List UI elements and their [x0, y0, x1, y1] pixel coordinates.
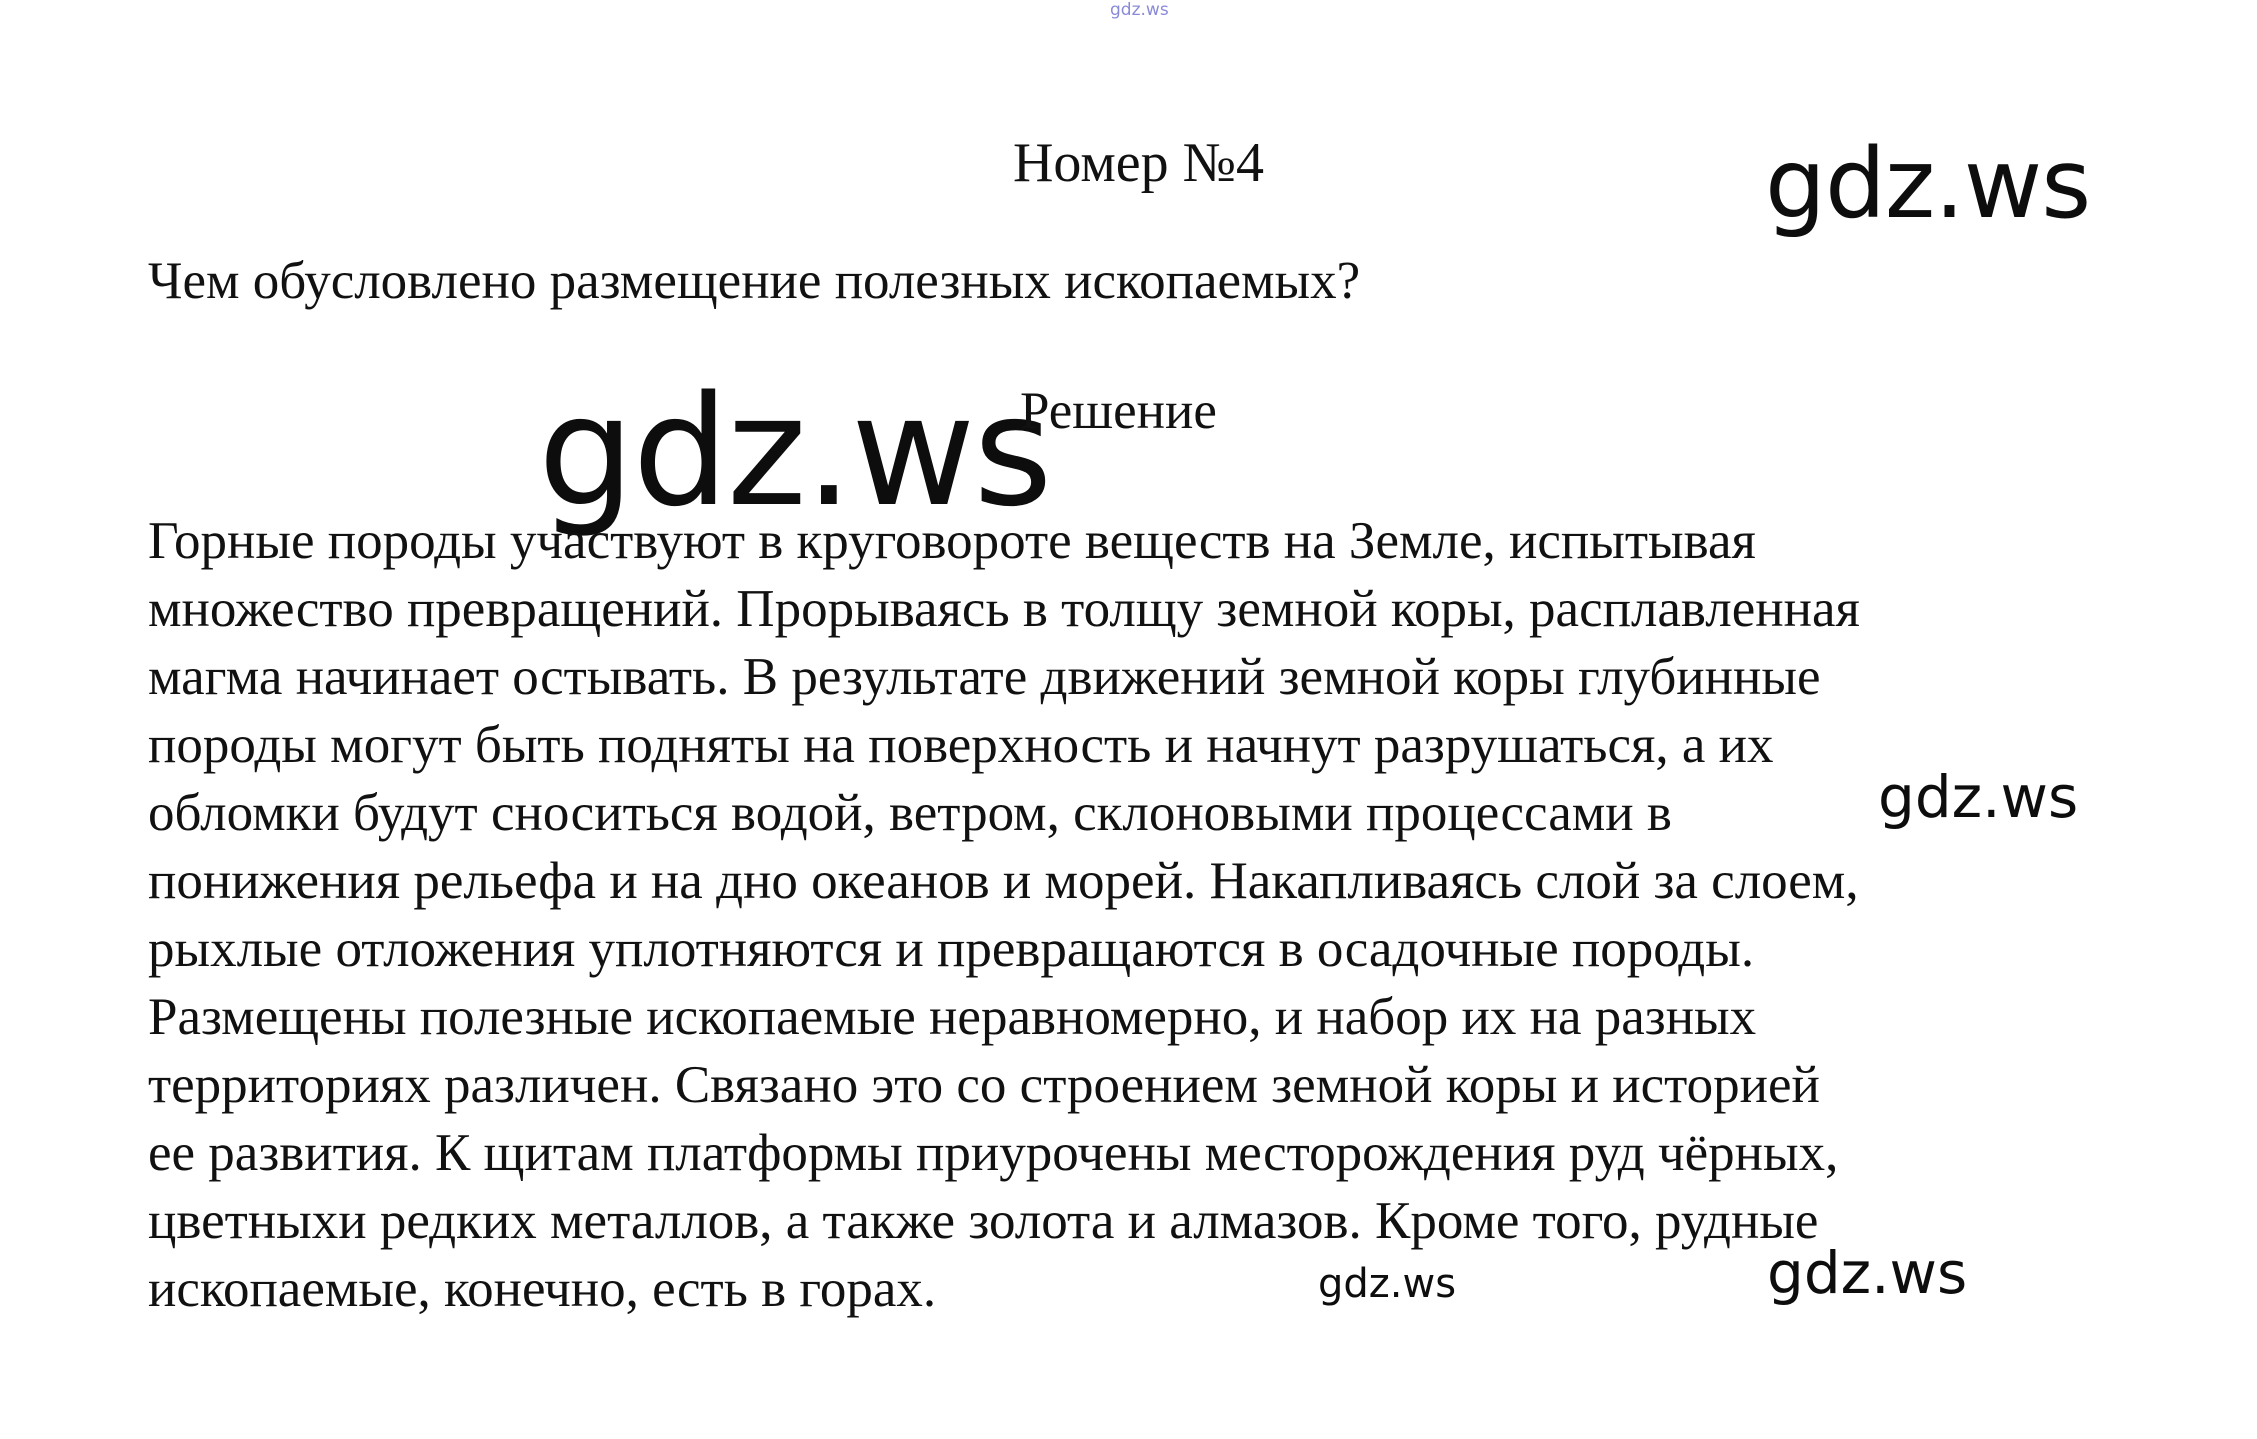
answer-text: [148, 507, 2148, 1323]
answer-line: обломки будут сноситься водой, ветром, склоновыми процессами в: [148, 784, 1672, 842]
watermark-middle: gdz.ws: [1878, 763, 2079, 831]
answer-line: породы могут быть подняты на поверхность и начнут разрушаться, а их: [148, 716, 1774, 774]
answer-line: рыхлые отложения уплотняются и превращаются в осадочные породы.: [148, 920, 1755, 978]
answer-line: множество превращений. Прорываясь в толщу земной коры, расплавленная: [148, 580, 1860, 638]
answer-line: ее развития. К щитам платформы приурочены месторождения руд чёрных,: [148, 1124, 1839, 1182]
answer-line: Размещены полезные ископаемые неравномерно, и набор их на разных: [148, 988, 1757, 1046]
question-text: Чем обусловлено размещение полезных ископаемых?: [148, 252, 1361, 310]
watermark-bottom-small: gdz.ws: [1318, 1261, 1457, 1307]
watermark-header: gdz.ws: [1765, 128, 2091, 240]
answer-line: Горные породы участвуют в круговороте веществ на Земле, испытывая: [148, 512, 1756, 570]
watermark-large: gdz.ws: [538, 363, 1051, 540]
answer-line: ископаемые, конечно, есть в горах.: [148, 1260, 937, 1318]
answer-line: территориях различен. Связано это со строением земной коры и историей: [148, 1056, 1820, 1114]
answer-line: магма начинает остывать. В результате движений земной коры глубинные: [148, 648, 1821, 706]
answer-line: понижения рельефа и на дно океанов и морей. Накапливаясь слой за слоем,: [148, 852, 1859, 910]
page-title: Номер №4: [1012, 132, 1265, 194]
watermark-top: gdz.ws: [1110, 0, 1169, 20]
solution-heading: Решение: [1020, 382, 1217, 440]
watermark-bottom-right: gdz.ws: [1767, 1239, 1968, 1307]
answer-line: цветныхи редких металлов, а также золота и алмазов. Кроме того, рудные: [148, 1192, 1819, 1250]
